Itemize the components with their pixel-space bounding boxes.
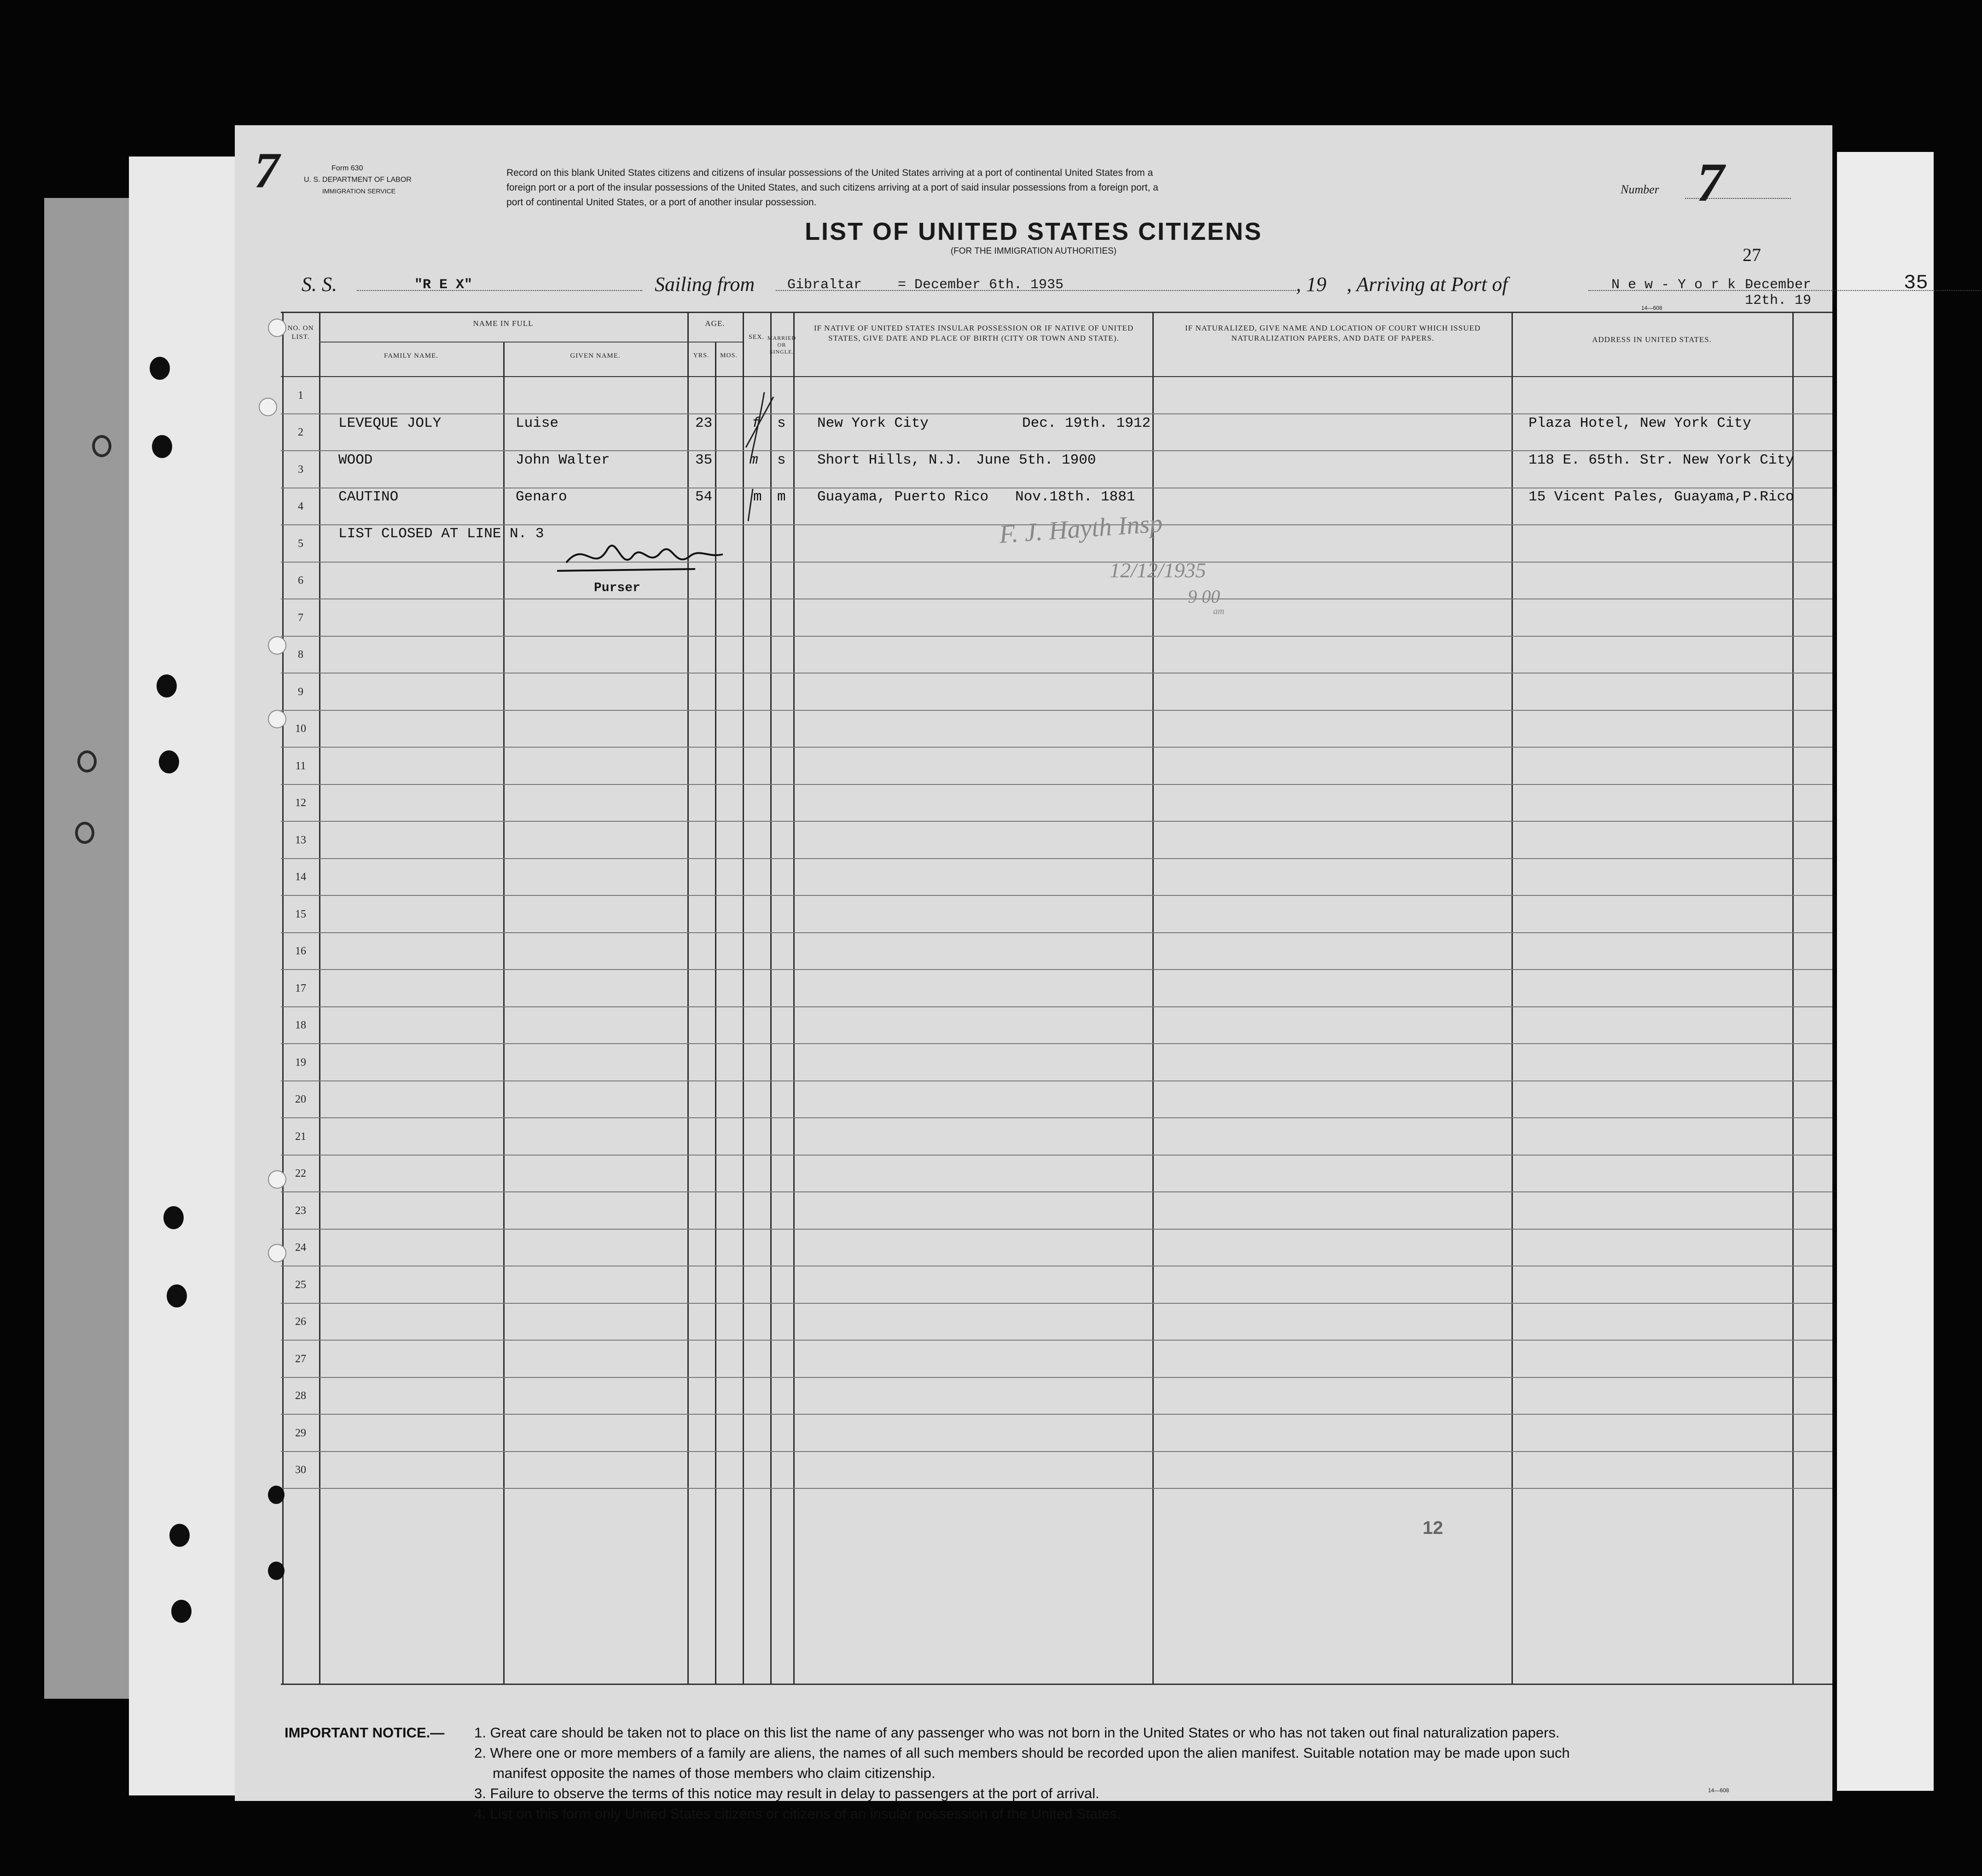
sailing-label: Sailing from [655, 273, 755, 296]
line-number: 18 [295, 1019, 306, 1031]
ss-label: S. S. [302, 273, 337, 296]
line-number: 22 [295, 1167, 306, 1179]
birth-place-cell: New York City [817, 415, 929, 431]
punch-hole [268, 1244, 286, 1262]
line-number: 1 [298, 389, 303, 401]
given-name-cell: Genaro [516, 489, 567, 505]
binder-hole [92, 435, 111, 457]
given-name-cell: Luise [516, 415, 559, 431]
line-number: 10 [295, 723, 306, 735]
birth-place-cell: Short Hills, N.J. [817, 452, 963, 468]
punch-hole [268, 636, 286, 655]
back-sheet-middle [129, 157, 249, 1795]
row-rule [281, 747, 1832, 748]
married-cell: s [777, 415, 786, 431]
line-number: 26 [295, 1316, 306, 1328]
line-number: 7 [298, 611, 303, 624]
row-rule [281, 1006, 1832, 1007]
back-sheet-right [1837, 152, 1934, 1791]
department: U. S. DEPARTMENT OF LABOR [304, 176, 412, 184]
row-rule [281, 598, 1832, 599]
header-bottom-rule [281, 376, 1832, 377]
row-rule [281, 1080, 1832, 1081]
notice-item-1: 1. Great care should be taken not to place on this list the name of any passenger who was not born in the United States or who has not taken out final naturalization papers. [474, 1725, 1560, 1741]
sailing-date: = December 6th. 1935 [898, 277, 1064, 293]
binder-hole [157, 674, 177, 697]
address-cell: Plaza Hotel, New York City [1529, 415, 1751, 431]
married-cell: s [777, 452, 786, 468]
birth-date-cell: June 5th. 1900 [976, 452, 1096, 468]
line-number: 8 [298, 649, 303, 661]
row-rule [281, 1155, 1832, 1156]
arriving-port: N e w - Y o r k - [1611, 277, 1753, 293]
family-name-cell: CAUTINO [338, 489, 399, 505]
line-number: 4 [298, 500, 303, 512]
ss-underline [357, 290, 642, 291]
line-number: 21 [295, 1130, 306, 1143]
line-number: 9 [298, 685, 303, 698]
service: IMMIGRATION SERVICE [322, 187, 395, 195]
line-number: 13 [295, 834, 306, 846]
binder-hole [159, 750, 179, 773]
binder-hole [167, 1284, 187, 1307]
line-number: 11 [295, 760, 306, 772]
notice-item-4: 4. List on this form only United States citizens or citizens of an insular possession of the United States. [474, 1806, 1121, 1822]
binder-hole [75, 822, 94, 844]
col-rule [687, 312, 689, 1684]
number-value: 7 [1697, 151, 1724, 213]
punch-hole [268, 1170, 286, 1189]
notice-item-3: 3. Failure to observe the terms of this notice may result in delay to passengers at the port of arrival. [474, 1785, 1099, 1801]
row-rule [281, 858, 1832, 859]
row-rule [281, 673, 1832, 674]
page-subtitle: (FOR THE IMMIGRATION AUTHORITIES) [950, 246, 1117, 256]
line-number: 24 [295, 1242, 306, 1254]
punch-hole [268, 710, 286, 728]
row-rule [281, 562, 1832, 563]
line-number: 28 [295, 1390, 306, 1402]
col-rule [1792, 312, 1794, 1684]
inspector-ampm: am [1213, 606, 1225, 616]
row-rule [281, 1377, 1832, 1378]
binder-hole [171, 1600, 192, 1623]
line-number: 20 [295, 1093, 306, 1105]
sailing-port: Gibraltar [787, 277, 862, 293]
header-name-in-full: NAME IN FULL [473, 319, 534, 328]
line-number: 19 [295, 1056, 306, 1069]
arriving-label: , Arriving at Port of [1347, 273, 1508, 296]
given-name-cell: John Walter [516, 452, 610, 468]
line-number: 27 [295, 1353, 306, 1365]
row-rule [281, 1229, 1832, 1230]
row-rule [281, 1043, 1832, 1044]
notice-item-2: 2. Where one or more members of a family are aliens, the names of all such members should be recorded upon the alien manifest. Suitable notation may be made upon such [474, 1745, 1570, 1761]
row-rule [281, 710, 1832, 711]
row-rule [281, 1303, 1832, 1304]
punch-hole [268, 319, 286, 337]
family-name-cell: WOOD [338, 452, 373, 468]
address-cell: 15 Vicent Pales, Guayama,P.Rico [1529, 489, 1794, 505]
row-rule [281, 821, 1832, 822]
row-rule [281, 969, 1832, 970]
header-age: AGE. [705, 319, 725, 328]
row-rule [281, 895, 1832, 896]
header-no-on-list: NO. ON LIST. [287, 325, 314, 341]
arriving-year: 35 [1904, 272, 1928, 295]
family-name-cell: LEVEQUE JOLY [338, 415, 442, 431]
row-rule [281, 1451, 1832, 1452]
header-birth: IF NATIVE OF UNITED STATES INSULAR POSSESSION OR IF NATIVE OF UNITED STATES, GIVE DATE AND PLACE OF BIRTH (CITY OR TOWN AND STATE). [814, 324, 1134, 343]
row-rule [281, 413, 1832, 414]
inspector-date: 12/12/1935 [1110, 558, 1206, 582]
header-mos: MOS. [720, 352, 738, 359]
subheader-rule [319, 342, 743, 343]
page-title: LIST OF UNITED STATES CITIZENS [805, 218, 1262, 245]
header-naturalized: IF NATURALIZED, GIVE NAME AND LOCATION OF COURT WHICH ISSUED NATURALIZATION PAPERS, AND DATE OF PAPERS. [1185, 324, 1481, 343]
line-number: 14 [295, 871, 306, 883]
purser-label: Purser [594, 581, 640, 595]
notice-item-2-cont: manifest opposite the names of those members who claim citizenship. [493, 1765, 936, 1781]
age-cell: 23 [695, 415, 713, 431]
purser-signature [557, 530, 732, 586]
birth-place-cell: Guayama, Puerto Rico [817, 489, 989, 505]
line-number: 3 [298, 463, 303, 476]
col-rule [793, 312, 795, 1684]
row-rule [281, 450, 1832, 451]
row-rule [281, 1488, 1832, 1489]
notice-heading: IMPORTANT NOTICE.— [285, 1725, 445, 1741]
col-rule [282, 312, 284, 1684]
col-rule [503, 342, 505, 1684]
sex-cell: f [752, 415, 761, 431]
table-bottom-rule [281, 1684, 1832, 1685]
punch-hole [268, 1562, 285, 1580]
instruction-line: port of continental United States, or a port of another insular possession. [506, 197, 817, 208]
header-sex: SEX. [749, 334, 764, 341]
married-cell: m [777, 489, 786, 505]
punch-hole [268, 1486, 285, 1504]
header-family-name: FAMILY NAME. [384, 352, 438, 360]
line-number: 30 [295, 1464, 306, 1476]
header-yrs: YRS. [693, 352, 709, 359]
row-rule [281, 636, 1832, 637]
table-top-rule [281, 312, 1832, 313]
inspector-signature: F. J. Hayth Insp [998, 509, 1163, 549]
row-rule [281, 1191, 1832, 1192]
instruction-line: Record on this blank United States citizens and citizens of insular possessions of the United States arriving at a port of continental United States from a [506, 168, 1153, 178]
ship-name: "R E X" [414, 277, 473, 293]
col-rule [1511, 312, 1513, 1684]
stamp-number: 12 [1423, 1518, 1443, 1538]
line-number: 15 [295, 908, 306, 920]
number-underline [1685, 198, 1791, 199]
line-number: 6 [298, 575, 303, 587]
sex-cell: m [750, 452, 758, 468]
form-number: Form 630 [331, 164, 363, 172]
binder-hole [152, 435, 172, 458]
binder-hole [150, 357, 170, 380]
header-given-name: GIVEN NAME. [570, 352, 621, 360]
line-number: 12 [295, 797, 306, 809]
header-address: ADDRESS IN UNITED STATES. [1592, 335, 1712, 344]
row-rule [281, 1117, 1832, 1118]
binder-hole [169, 1524, 190, 1547]
number-label: Number [1621, 183, 1659, 196]
line-number: 29 [295, 1427, 306, 1439]
line-number: 16 [295, 945, 306, 957]
row-rule [281, 932, 1832, 933]
page-corner-number: 27 [1743, 244, 1761, 265]
age-cell: 54 [695, 489, 713, 505]
notice-form-code: 14—608 [1708, 1787, 1729, 1794]
line-number: 25 [295, 1278, 306, 1291]
instruction-line: foreign port or a port of the insular possessions of the United States, and such citizens arriving at a port of said insular possessions from a foreign port, a [506, 182, 1158, 193]
inspector-time: 9 00 [1188, 586, 1220, 607]
binder-hole [163, 1206, 184, 1229]
line-number: 5 [298, 537, 303, 550]
year-label: , 19 [1296, 273, 1326, 296]
list-closed-note: LIST CLOSED AT LINE N. 3 [338, 526, 544, 542]
address-cell: 118 E. 65th. Str. New York City [1529, 452, 1794, 468]
binder-hole [77, 750, 97, 772]
header-married: MARRIED OR SINGLE. [767, 335, 796, 355]
sheet-number-left: 7 [254, 142, 279, 198]
line-number: 17 [295, 982, 306, 994]
line-number: 23 [295, 1204, 306, 1217]
ditto-marks [737, 383, 787, 535]
line-number: 2 [298, 426, 303, 438]
age-cell: 35 [695, 452, 713, 468]
birth-date-cell: Dec. 19th. 1912 [1022, 415, 1151, 431]
row-rule [281, 784, 1832, 785]
col-rule [319, 312, 320, 1684]
printer-mark: 14—608 [1641, 305, 1662, 311]
sex-cell: m [753, 489, 762, 505]
row-rule [281, 1414, 1832, 1415]
punch-hole [259, 398, 277, 416]
arriving-date: December 12th. 19 [1745, 277, 1812, 308]
row-rule [281, 1340, 1832, 1341]
citizens-list-form [235, 125, 1928, 1822]
birth-date-cell: Nov.18th. 1881 [1015, 489, 1135, 505]
